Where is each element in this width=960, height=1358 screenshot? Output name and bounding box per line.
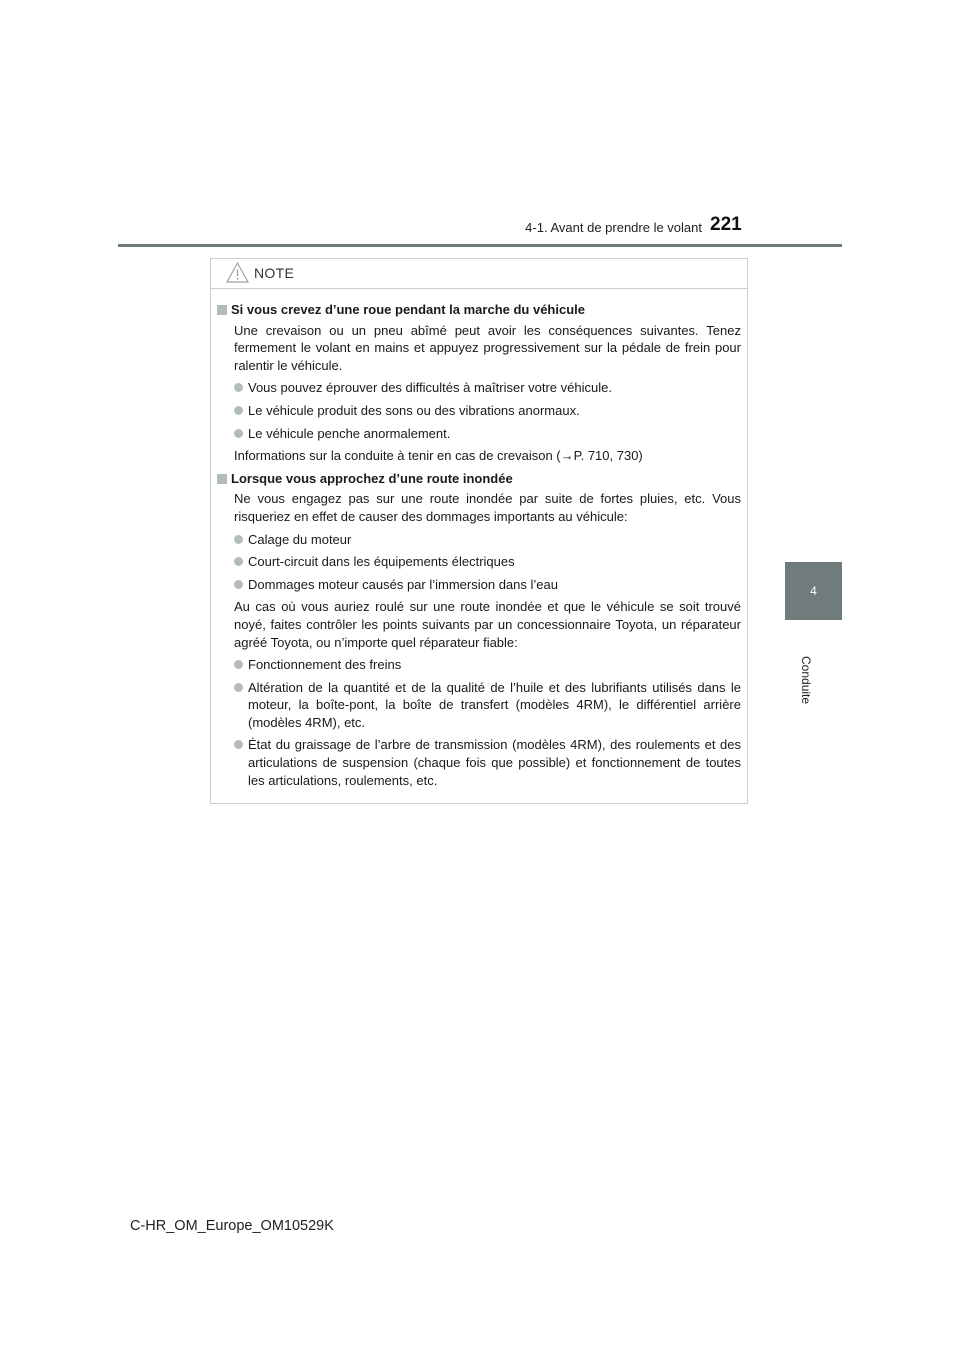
section-title: 4-1. Avant de prendre le volant bbox=[525, 220, 702, 235]
paragraph: Ne vous engagez pas sur une route inondée par suite de fortes pluies, etc. Vous risqueriez en effet de causer des dommages importants au véhicule: bbox=[234, 491, 741, 524]
round-bullet-icon bbox=[234, 557, 243, 566]
list-item: Vous pouvez éprouver des difficultés à maîtriser votre véhicule. bbox=[234, 379, 741, 397]
header-rule bbox=[118, 244, 842, 247]
note-box bbox=[210, 258, 748, 804]
list-item: État du graissage de l’arbre de transmission (modèles 4RM), des roulements et des articulations de suspension (chaque fois que possible) et fonctionnement de toutes les articulations, roulements, etc. bbox=[234, 736, 741, 789]
list-item: Fonctionnement des freins bbox=[234, 656, 741, 674]
round-bullet-icon bbox=[234, 406, 243, 415]
chapter-label: Conduite bbox=[799, 656, 813, 705]
paragraph: Une crevaison ou un pneu abîmé peut avoir les conséquences suivantes. Tenez fermement le volant en mains et appuyez progressivement sur la pédale de frein pour ralentir le véhicule. bbox=[234, 322, 741, 373]
round-bullet-icon bbox=[234, 535, 243, 544]
list-item: Calage du moteur bbox=[234, 531, 741, 549]
list-item: Dommages moteur causés par l’immersion dans l’eau bbox=[234, 576, 741, 594]
list-item: Le véhicule produit des sons ou des vibrations anormaux. bbox=[234, 402, 741, 420]
square-bullet-icon bbox=[217, 305, 227, 315]
round-bullet-icon bbox=[234, 580, 243, 589]
paragraph: Au cas où vous auriez roulé sur une route inondée et que le véhicule se soit trouvé noyé, faites contrôler les points suivants par un concessionnaire Toyota, un réparateur agréé Toyota, ou n’importe quel réparateur fiable: bbox=[234, 599, 741, 650]
list-item: Le véhicule penche anormalement. bbox=[234, 425, 741, 443]
round-bullet-icon bbox=[234, 683, 243, 692]
chapter-number: 4 bbox=[810, 584, 817, 598]
page-number: 221 bbox=[710, 214, 742, 235]
round-bullet-icon bbox=[234, 660, 243, 669]
note-body bbox=[211, 289, 747, 789]
list-item: Court-circuit dans les équipements électriques bbox=[234, 553, 741, 571]
warning-triangle-icon bbox=[226, 262, 249, 283]
note-header bbox=[211, 259, 747, 289]
section-heading-flat-tire: Si vous crevez d’une roue pendant la marche du véhicule bbox=[216, 301, 741, 319]
round-bullet-icon bbox=[234, 740, 243, 749]
round-bullet-icon bbox=[234, 429, 243, 438]
paragraph: Informations sur la conduite à tenir en cas de crevaison (→P. 710, 730) bbox=[234, 448, 643, 464]
list-item: Altération de la quantité et de la qualité de l’huile et des lubrifiants utilisés dans le moteur, la boîte-pont, la boîte de transfert (modèles 4RM), le différentiel arrière (modèles 4RM), etc. bbox=[234, 679, 741, 732]
section-heading-flooded-road: Lorsque vous approchez d’une route inondée bbox=[216, 470, 741, 488]
square-bullet-icon bbox=[217, 474, 227, 484]
chapter-tab bbox=[785, 562, 842, 620]
round-bullet-icon bbox=[234, 383, 243, 392]
document-code: C-HR_OM_Europe_OM10529K bbox=[130, 1218, 334, 1234]
note-title: NOTE bbox=[254, 265, 295, 281]
